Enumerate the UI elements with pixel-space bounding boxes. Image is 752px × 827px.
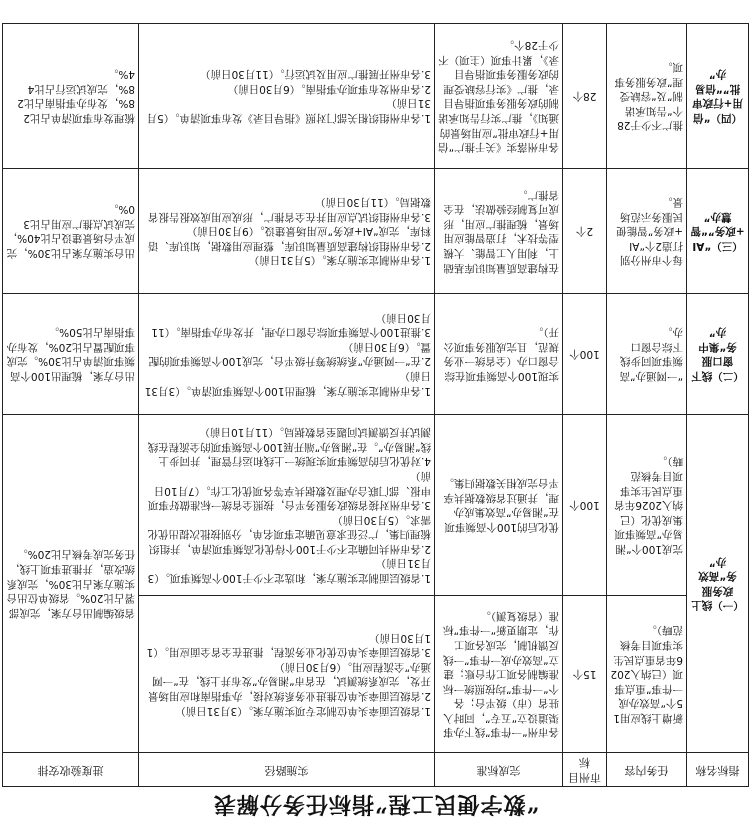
table-row bbox=[3, 23, 749, 168]
completion-standard-cell: 在构建高质量知识库基础上，利用人工智能、大模型等技术，打造智能应用场景，梳理推广应用，形成可复制经验做法，在全省推广。 bbox=[435, 168, 563, 293]
task-content-cell: 完成100个“湘易办”高频事项集成优化（已纳入2026年省重点民生实事项目考核范畴）。 bbox=[607, 414, 687, 595]
table-row bbox=[3, 595, 749, 752]
task-content-cell: 推广不少于28个“告知承诺制”及“容缺受理”政务服务事项。 bbox=[607, 23, 687, 168]
indicator-name-cell: （三）“AI+政务”“智慧办” bbox=[687, 168, 749, 293]
header-schedule: 进度验收安排 bbox=[3, 752, 139, 786]
header-implementation-path: 实施路径 bbox=[139, 752, 435, 786]
city-target-cell: 2个 bbox=[563, 168, 607, 293]
implementation-path-cell: 1.各市州制定实施方案。（5月31日前） 2.各市州组织构建高质量知识库，整理应用数据，知识库、语料库，完成“AI+政务”应用场景建设。（9月30日前） 3.各市州组织试点应用并在全省推广，形成应用成效报告报省数据局。（11月30日前） bbox=[139, 168, 435, 293]
city-target-cell: 100个 bbox=[563, 293, 607, 414]
completion-standard-cell: 实现100个高频事项在综合窗口办（全省统一业务规范，且完成服务事项公开）。 bbox=[435, 293, 563, 414]
completion-standard-cell: 优化后的100个高频事项在“湘易办”高效集成办理，并通过省级数据共享平台完成相关数据归集。 bbox=[435, 414, 563, 595]
city-target-cell: 28个 bbox=[563, 23, 607, 168]
table-row bbox=[3, 168, 749, 293]
indicator-name-cell: （一）线上政务服务“高效办” bbox=[687, 414, 749, 752]
task-content-cell: 新增上线应用15个“高效办成一件事”重点事项（已纳入2026年省重点民生实事项目考核范畴）。 bbox=[607, 595, 687, 752]
task-content-cell: 每个市州分别打造2个“AI+政务”智能便民服务示范场景。 bbox=[607, 168, 687, 293]
implementation-path-cell: 1.各市州组织相关部门对照《指导目录》发布事项清单。（5月31日前） 2.各市州发布事项办事指南。（6月30日前） 3.各市州开展推广应用及试运行。（11月30日前） bbox=[139, 23, 435, 168]
document-title: “数字便民工程”指标任务分解表 bbox=[212, 791, 540, 817]
schedule-cell: 出台实施方案占比30%，完成平台场景建设占比40%，完成试点推广应用占比30%。 bbox=[3, 168, 139, 293]
table-row bbox=[3, 293, 749, 414]
task-content-cell: “一网通办”高频事项同步线下综合窗口办。 bbox=[607, 293, 687, 414]
indicator-name-cell: （四）“信用+行政审批”“信易办” bbox=[687, 23, 749, 168]
table-header-row bbox=[3, 752, 749, 786]
implementation-path-cell: 1.省级层面制定实施方案，和选定不少于100个高频事项。（3月31日前） 2.各市州共同确定不少于100个待优化高频事项清单，并组织梳理归集，广泛征求意见确定事项名单，分别按批次提出优化需求。（5月30日前） 3.各市州对接省级政务服务平台，按照全省统一标准做好事项申报、部门联合办理及数据共享等各项优化工作。（7月10日前） 4.对优化后的高频事项实现统一上线和运行管理，并同步上线“湘易办”。在“湘易办”端开展100个高频事项的全流程在线测试并反馈测试问题至省数据局。（11月10日前） bbox=[139, 414, 435, 595]
schedule-cell: 省级编制出台方案，完成部署占比20%。省级单位出台实施方案占比30%，完成系统改造，并推进事项上线，任务完成考核占比20%。 bbox=[3, 414, 139, 752]
city-target-cell: 15个 bbox=[563, 595, 607, 752]
indicator-name-cell: （二）线下窗口服务“集中办” bbox=[687, 293, 749, 414]
schedule-cell: 梳理发布事项清单占比28%，发布办事指南占比28%，完成试运行占比44%。 bbox=[3, 23, 139, 168]
header-city-target: 市州目标 bbox=[563, 752, 607, 786]
task-table bbox=[2, 23, 749, 787]
city-target-cell: 100个 bbox=[563, 414, 607, 595]
implementation-path-cell: 1.各市州制定实施方案，梳理出100个高频事项清单。（3月31日前） 2.在“一网通办”系统统筹升级平台，完成100个高频事项的配置。（6月30日前） 3.推进100个高频事项综合窗口办理，并发布办事指南。（11月30日前） bbox=[139, 293, 435, 414]
schedule-cell: 出台方案，梳理出100个高频事项清单占比30%。完成事项配置占比20%，发布办事指南占比50%。 bbox=[3, 293, 139, 414]
header-completion-standard: 完成标准 bbox=[435, 752, 563, 786]
completion-standard-cell: 各市州落实《关于推广“信用+行政审批”应用场景的通知》，推广实行告知承诺制的政务服务事项指导目录，推广《实行容缺受理的政务服务事项指导目录》，累计事项（主项）不少于28个。 bbox=[435, 23, 563, 168]
implementation-path-cell: 1.省级层面牵头单位制定专项实施方案。（3月31日前） 2.省级层面牵头单位推进业务系统对接，办事指南和应用场景开发，完成系统测试，在省市“湘易办”发布并上线，在“一网通办”全流程应用。（6月30日前） 3.省级层面牵头单位优化业务流程，推进在全省全面应用。（11月30日前） bbox=[139, 595, 435, 752]
completion-standard-cell: 各市州“一件事”线下办事渠道设立“五专”，同时入驻省（市）级平台；各个“一件事”均按照统一标准编制各项工作台账；建立“高效办成一件事”一线反馈机制，完成各项工作，定期更新“一件事”标准（省级复测）。 bbox=[435, 595, 563, 752]
header-task-content: 任务内容 bbox=[607, 752, 687, 786]
header-indicator-name: 指标名称 bbox=[687, 752, 749, 786]
